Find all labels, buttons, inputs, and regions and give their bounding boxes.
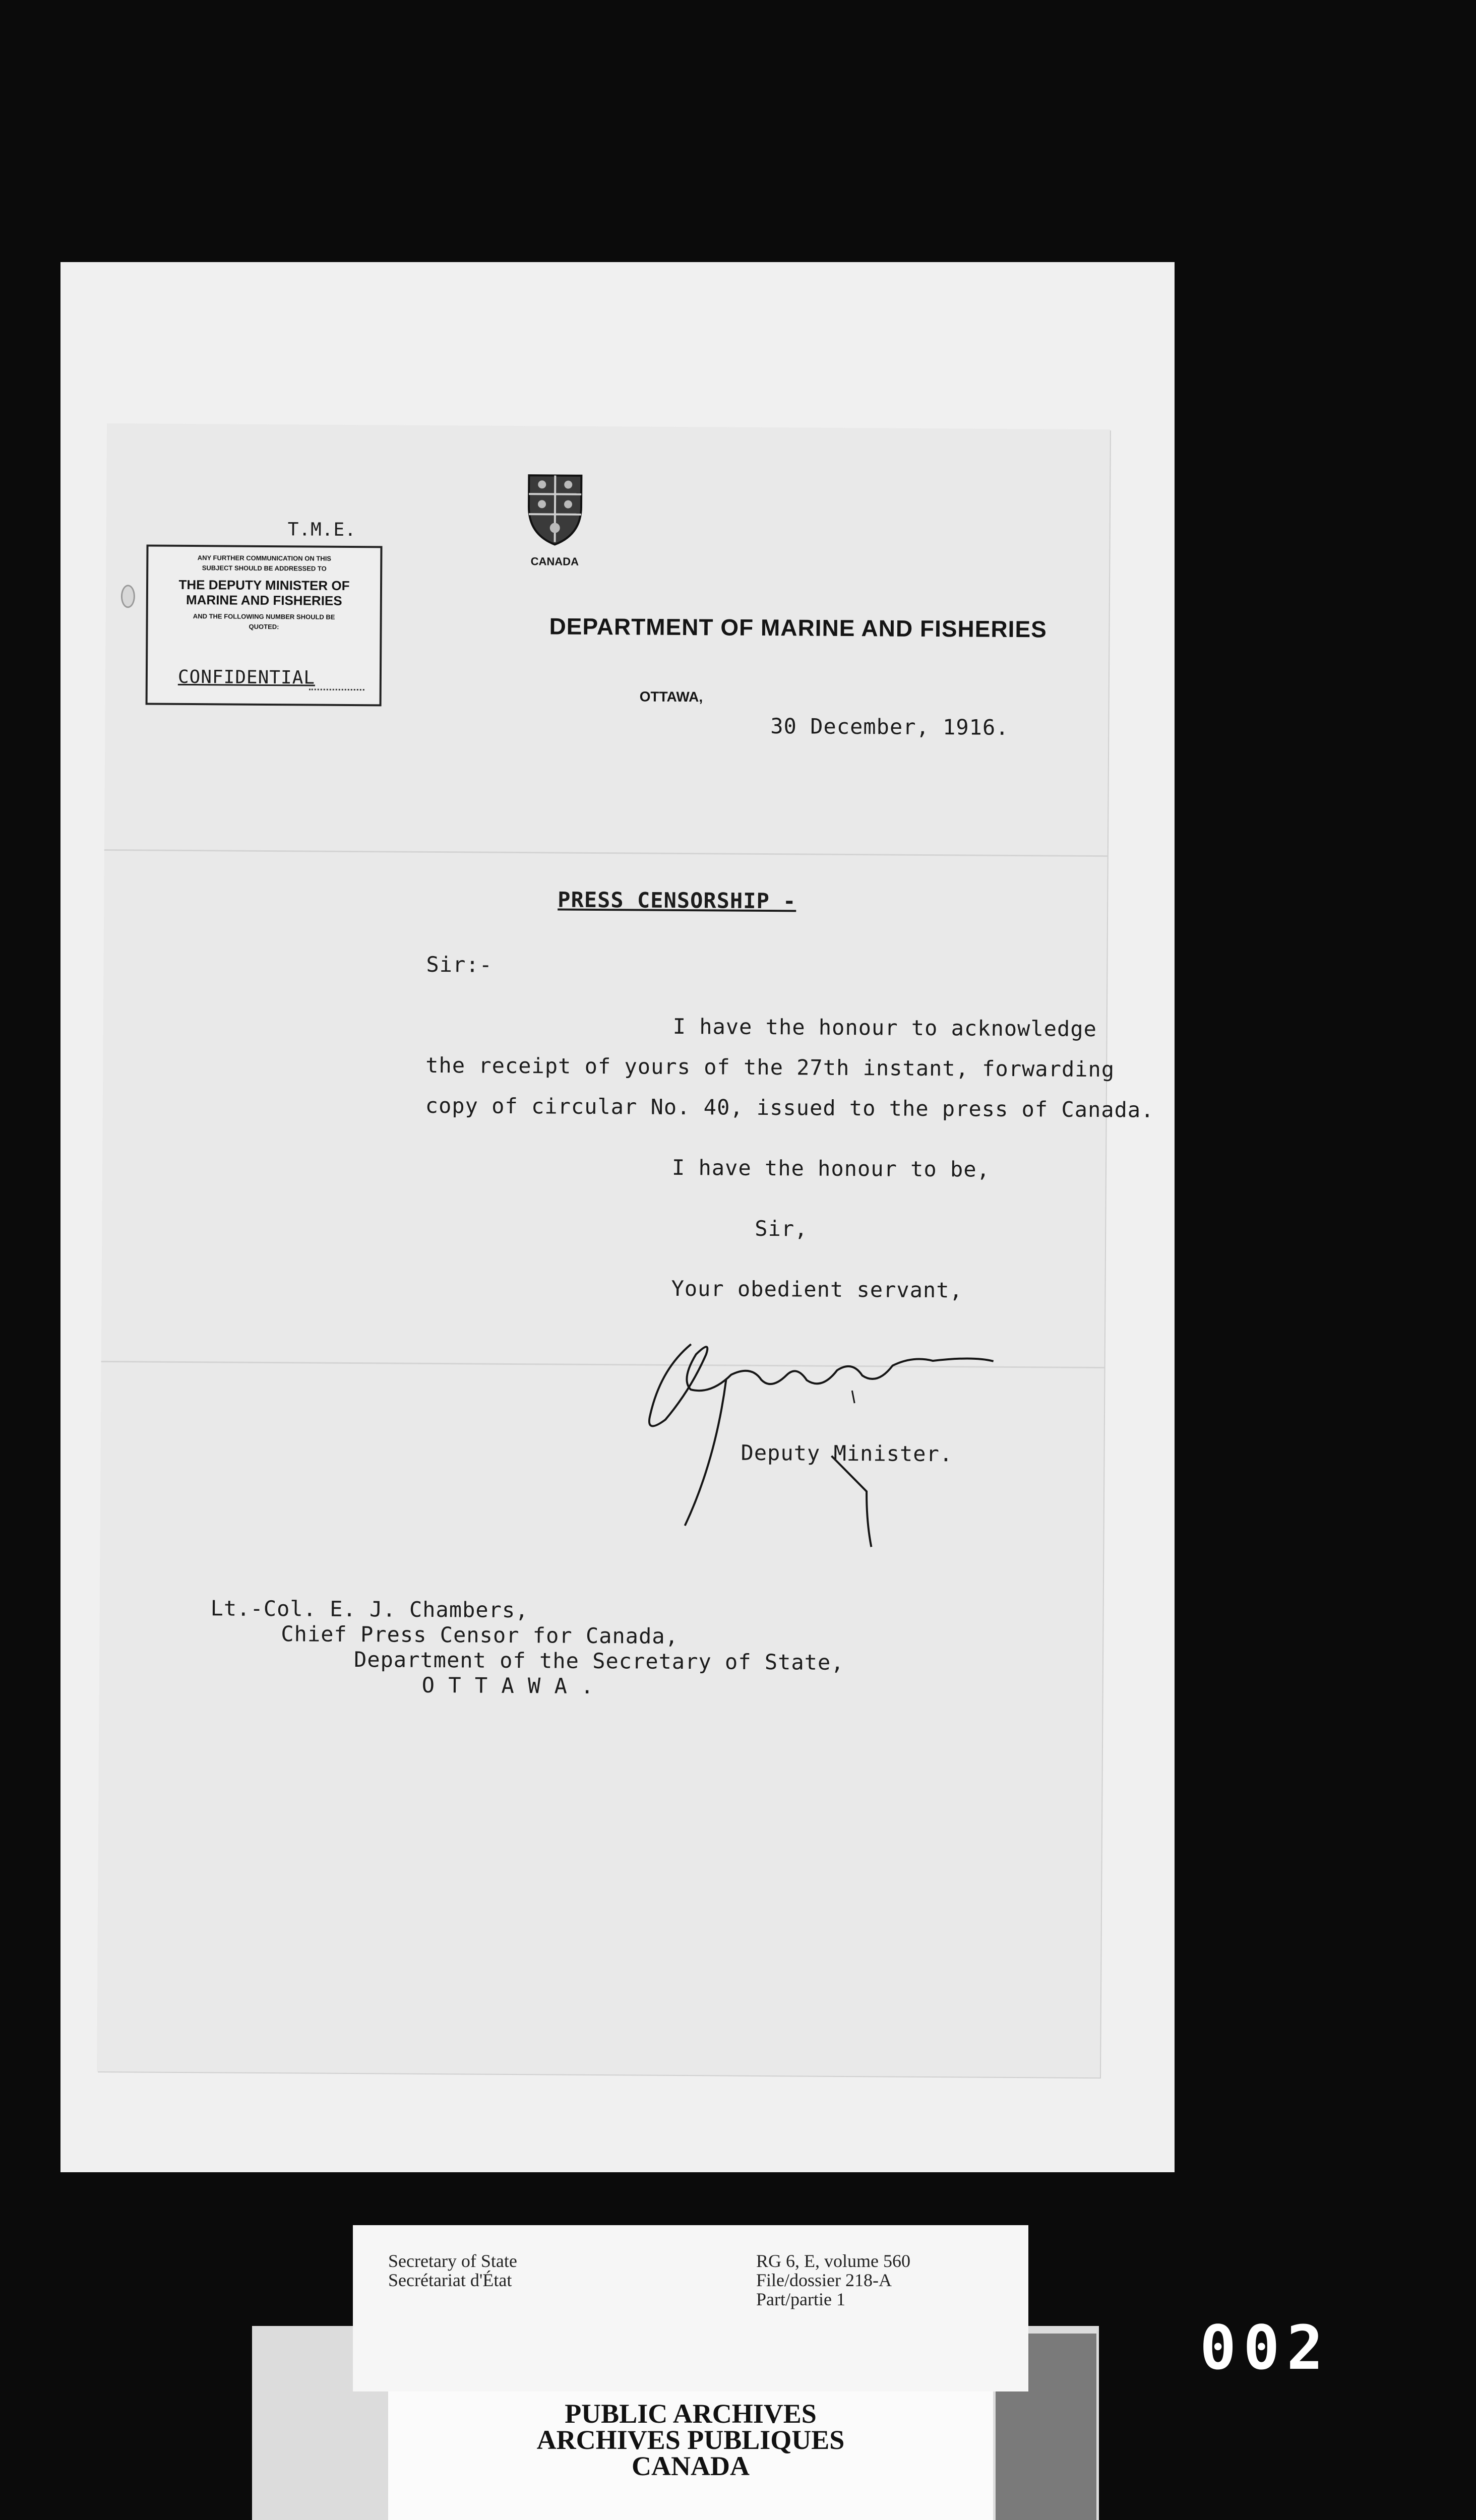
typist-initials: T.M.E. [287, 519, 356, 541]
addressee-line: O T T A W A . [421, 1672, 594, 1698]
coat-of-arms-icon [525, 471, 586, 547]
closing-line: Sir, [755, 1216, 808, 1241]
archive-stamp [388, 2391, 993, 2520]
addressee-line: Department of the Secretary of State, [353, 1647, 844, 1675]
ref-box-line: AND THE FOLLOWING NUMBER SHOULD BE [193, 612, 335, 621]
reference-box [146, 544, 383, 706]
archive-label-line: CANADA [632, 2451, 750, 2481]
archive-reference-card [353, 2225, 1028, 2391]
addressee-line: Chief Press Censor for Canada, [281, 1621, 679, 1649]
frame-number: 002 [1200, 2313, 1330, 2383]
punch-hole [121, 585, 135, 608]
body-line: the receipt of yours of the 27th instant, forwarding [425, 1052, 1115, 1082]
signer-title: Deputy Minister. [741, 1440, 953, 1467]
archive-label-line: PUBLIC ARCHIVES [565, 2399, 817, 2429]
addressee-line: Lt.-Col. E. J. Chambers, [210, 1596, 529, 1623]
fonds-french: Secrétariat d'État [388, 2270, 512, 2290]
letter-date: 30 December, 1916. [770, 714, 1009, 740]
salutation: Sir:- [426, 952, 493, 977]
subject-line [558, 887, 796, 913]
subject-text: PRESS CENSORSHIP - [558, 887, 796, 914]
archive-label-line: ARCHIVES PUBLIQUES [536, 2425, 845, 2455]
reference-number: CONFIDENTIAL [177, 666, 316, 688]
closing-line: I have the honour to be, [671, 1155, 991, 1182]
fold-line [104, 849, 1108, 857]
ref-box-line: SUBJECT SHOULD BE ADDRESSED TO [202, 564, 327, 573]
ref-box-line: ANY FURTHER COMMUNICATION ON THIS [197, 554, 332, 562]
closing-line: Your obedient servant, [671, 1276, 963, 1303]
crest-caption: CANADA [530, 555, 579, 568]
ref-box-line: THE DEPUTY MINISTER OF [178, 577, 350, 593]
dotted-line [309, 688, 364, 690]
letter-page [97, 423, 1154, 2077]
archive-reference: RG 6, E, volume 560 [756, 2251, 910, 2271]
body-line: copy of circular No. 40, issued to the press of Canada. [425, 1093, 1154, 1122]
department-heading: DEPARTMENT OF MARINE AND FISHERIES [549, 613, 1047, 643]
body-line: I have the honour to acknowledge [672, 1014, 1097, 1042]
place-label: OTTAWA, [639, 688, 703, 705]
ref-box-line: MARINE AND FISHERIES [186, 592, 342, 608]
fonds-english: Secretary of State [388, 2251, 517, 2271]
canada-crest [524, 471, 585, 569]
archive-part: Part/partie 1 [756, 2289, 845, 2309]
ref-box-line: QUOTED: [249, 622, 279, 631]
archive-file: File/dossier 218-A [756, 2270, 892, 2290]
